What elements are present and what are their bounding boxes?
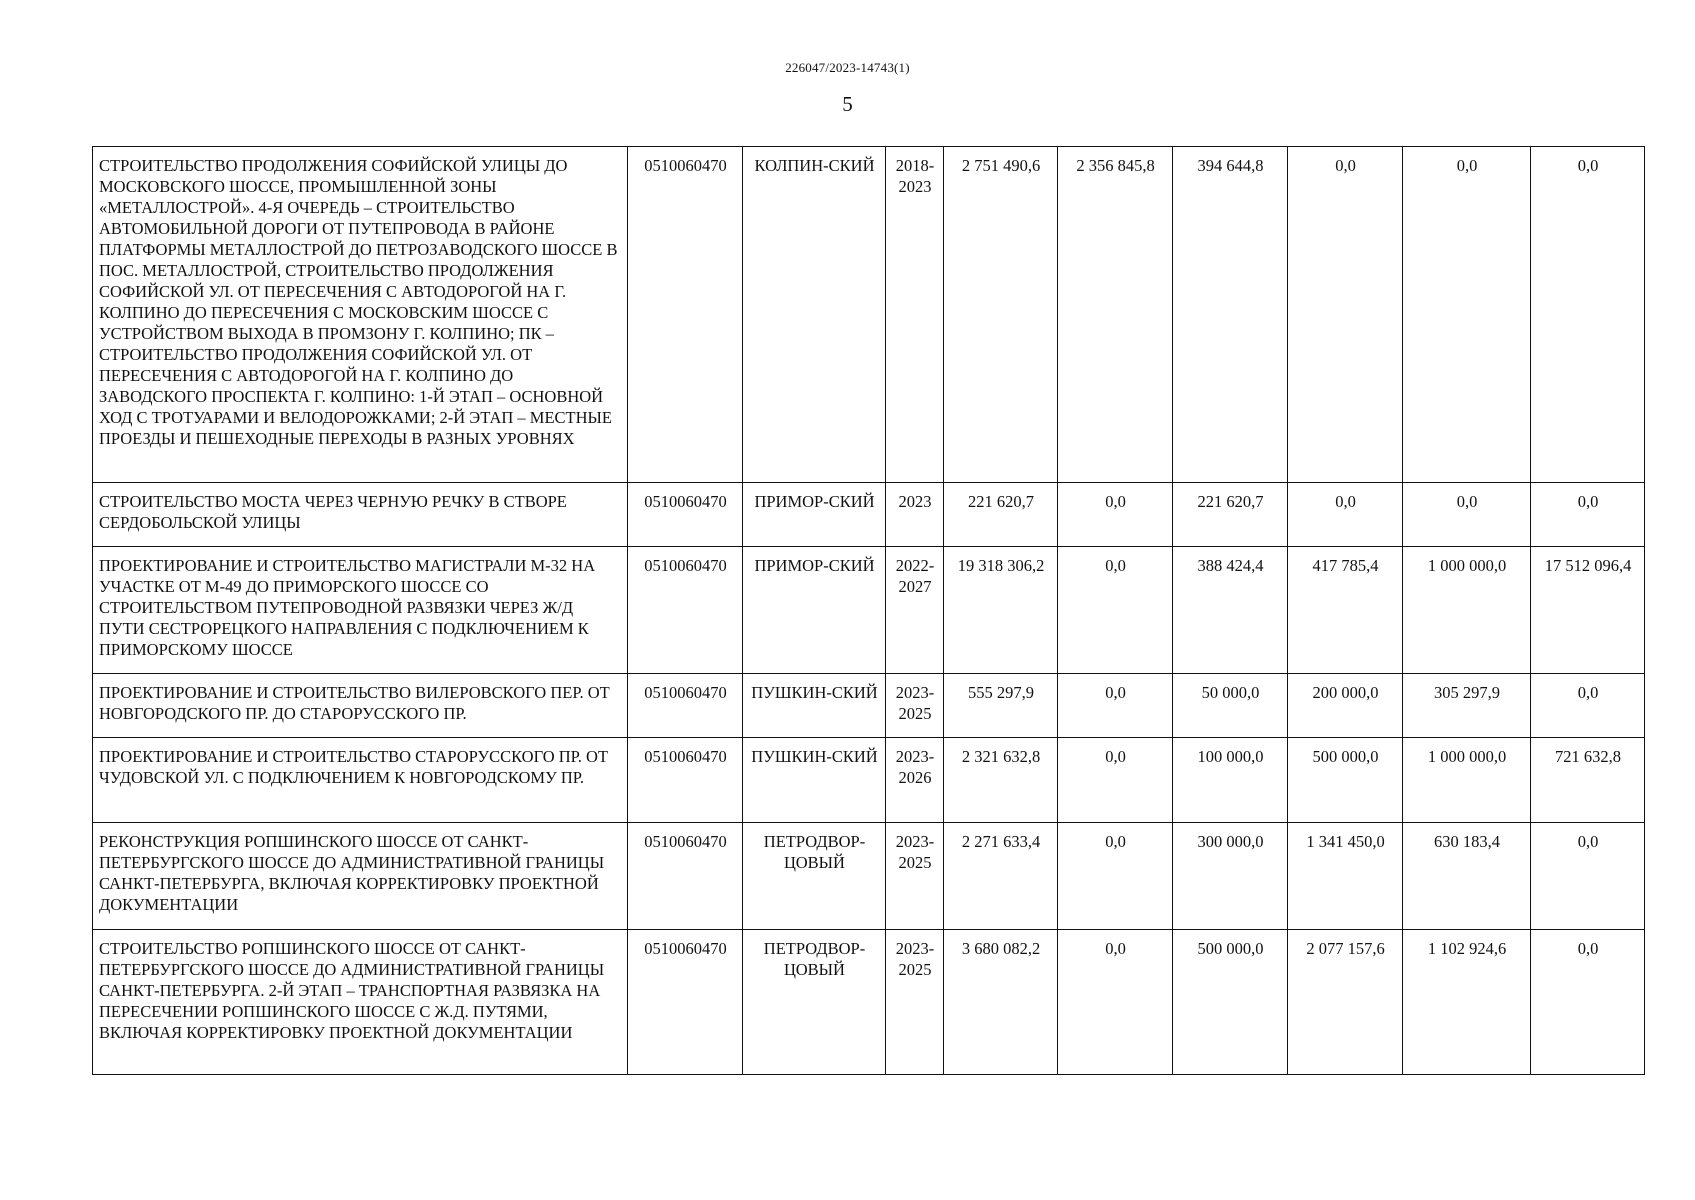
table-row	[93, 930, 1645, 1075]
budget-code-cell: 0510060470	[628, 930, 743, 1075]
amount-cell: 1 000 000,0	[1403, 547, 1531, 674]
amount-cell: 0,0	[1288, 147, 1403, 483]
amount-cell: 0,0	[1058, 674, 1173, 738]
amount-cell: 0,0	[1058, 738, 1173, 823]
period-cell: 2022-2027	[886, 547, 944, 674]
object-name-cell: ПРОЕКТИРОВАНИЕ И СТРОИТЕЛЬСТВО ВИЛЕРОВСКОГО ПЕР. ОТ НОВГОРОДСКОГО ПР. ДО СТАРОРУССКОГО ПР.	[93, 674, 628, 738]
amount-cell: 100 000,0	[1173, 738, 1288, 823]
district-cell: КОЛПИН-СКИЙ	[743, 147, 886, 483]
object-name-cell: ПРОЕКТИРОВАНИЕ И СТРОИТЕЛЬСТВО МАГИСТРАЛИ М-32 НА УЧАСТКЕ ОТ М-49 ДО ПРИМОРСКОГО ШОССЕ СО СТРОИТЕЛЬСТВОМ ПУТЕПРОВОДНОЙ РАЗВЯЗКИ ЧЕРЕЗ Ж/Д ПУТИ СЕСТРОРЕЦКОГО НАПРАВЛЕНИЯ С ПОДКЛЮЧЕНИЕМ К ПРИМОРСКОМУ ШОССЕ	[93, 547, 628, 674]
amount-cell: 721 632,8	[1531, 738, 1645, 823]
amount-cell: 305 297,9	[1403, 674, 1531, 738]
amount-cell: 0,0	[1531, 147, 1645, 483]
total-cell: 19 318 306,2	[944, 547, 1058, 674]
amount-cell: 0,0	[1058, 823, 1173, 930]
budget-code-cell: 0510060470	[628, 738, 743, 823]
amount-cell: 0,0	[1531, 674, 1645, 738]
amount-cell: 300 000,0	[1173, 823, 1288, 930]
amount-cell: 417 785,4	[1288, 547, 1403, 674]
table-row	[93, 147, 1645, 483]
object-name-cell: СТРОИТЕЛЬСТВО МОСТА ЧЕРЕЗ ЧЕРНУЮ РЕЧКУ В СТВОРЕ СЕРДОБОЛЬСКОЙ УЛИЦЫ	[93, 483, 628, 547]
total-cell: 221 620,7	[944, 483, 1058, 547]
total-cell: 555 297,9	[944, 674, 1058, 738]
amount-cell: 2 077 157,6	[1288, 930, 1403, 1075]
amount-cell: 630 183,4	[1403, 823, 1531, 930]
amount-cell: 0,0	[1058, 930, 1173, 1075]
amount-cell: 0,0	[1058, 547, 1173, 674]
amount-cell: 17 512 096,4	[1531, 547, 1645, 674]
object-name-cell: СТРОИТЕЛЬСТВО РОПШИНСКОГО ШОССЕ ОТ САНКТ-ПЕТЕРБУРГСКОГО ШОССЕ ДО АДМИНИСТРАТИВНОЙ ГРАНИЦЫ САНКТ-ПЕТЕРБУРГА. 2-Й ЭТАП – ТРАНСПОРТНАЯ РАЗВЯЗКА НА ПЕРЕСЕЧЕНИИ РОПШИНСКОГО ШОССЕ С Ж.Д. ПУТЯМИ, ВКЛЮЧАЯ КОРРЕКТИРОВКУ ПРОЕКТНОЙ ДОКУМЕНТАЦИИ	[93, 930, 628, 1075]
period-cell: 2023-2025	[886, 823, 944, 930]
page-number: 5	[842, 92, 853, 116]
amount-cell: 1 000 000,0	[1403, 738, 1531, 823]
table-row	[93, 547, 1645, 674]
budget-code-cell: 0510060470	[628, 823, 743, 930]
amount-cell: 0,0	[1531, 930, 1645, 1075]
table-row	[93, 738, 1645, 823]
amount-cell: 0,0	[1403, 147, 1531, 483]
amount-cell: 50 000,0	[1173, 674, 1288, 738]
amount-cell: 2 356 845,8	[1058, 147, 1173, 483]
amount-cell: 1 102 924,6	[1403, 930, 1531, 1075]
district-cell: ПРИМОР-СКИЙ	[743, 483, 886, 547]
amount-cell: 200 000,0	[1288, 674, 1403, 738]
amount-cell: 0,0	[1531, 483, 1645, 547]
budget-code-cell: 0510060470	[628, 674, 743, 738]
district-cell: ПЕТРОДВОР-ЦОВЫЙ	[743, 823, 886, 930]
district-cell: ПРИМОР-СКИЙ	[743, 547, 886, 674]
total-cell: 2 271 633,4	[944, 823, 1058, 930]
table-row	[93, 674, 1645, 738]
total-cell: 2 751 490,6	[944, 147, 1058, 483]
amount-cell: 500 000,0	[1173, 930, 1288, 1075]
district-cell: ПЕТРОДВОР-ЦОВЫЙ	[743, 930, 886, 1075]
budget-table	[92, 146, 1645, 1075]
amount-cell: 1 341 450,0	[1288, 823, 1403, 930]
period-cell: 2023	[886, 483, 944, 547]
object-name-cell: СТРОИТЕЛЬСТВО ПРОДОЛЖЕНИЯ СОФИЙСКОЙ УЛИЦЫ ДО МОСКОВСКОГО ШОССЕ, ПРОМЫШЛЕННОЙ ЗОНЫ «МЕТАЛЛОСТРОЙ». 4-Я ОЧЕРЕДЬ – СТРОИТЕЛЬСТВО АВТОМОБИЛЬНОЙ ДОРОГИ ОТ ПУТЕПРОВОДА В РАЙОНЕ ПЛАТФОРМЫ МЕТАЛЛОСТРОЙ ДО ПЕТРОЗАВОДСКОГО ШОССЕ В ПОС. МЕТАЛЛОСТРОЙ, СТРОИТЕЛЬСТВО ПРОДОЛЖЕНИЯ СОФИЙСКОЙ УЛ. ОТ ПЕРЕСЕЧЕНИЯ С АВТОДОРОГОЙ НА Г. КОЛПИНО ДО ПЕРЕСЕЧЕНИЯ С МОСКОВСКИМ ШОССЕ С УСТРОЙСТВОМ ВЫХОДА В ПРОМЗОНУ Г. КОЛПИНО; ПК – СТРОИТЕЛЬСТВО ПРОДОЛЖЕНИЯ СОФИЙСКОЙ УЛ. ОТ ПЕРЕСЕЧЕНИЯ С АВТОДОРОГОЙ НА Г. КОЛПИНО ДО ЗАВОДСКОГО ПРОСПЕКТА Г. КОЛПИНО: 1-Й ЭТАП – ОСНОВНОЙ ХОД С ТРОТУАРАМИ И ВЕЛОДОРОЖКАМИ; 2-Й ЭТАП – МЕСТНЫЕ ПРОЕЗДЫ И ПЕШЕХОДНЫЕ ПЕРЕХОДЫ В РАЗНЫХ УРОВНЯХ	[93, 147, 628, 483]
amount-cell: 388 424,4	[1173, 547, 1288, 674]
period-cell: 2018-2023	[886, 147, 944, 483]
budget-code-cell: 0510060470	[628, 483, 743, 547]
period-cell: 2023-2026	[886, 738, 944, 823]
district-cell: ПУШКИН-СКИЙ	[743, 738, 886, 823]
budget-code-cell: 0510060470	[628, 147, 743, 483]
period-cell: 2023-2025	[886, 930, 944, 1075]
amount-cell: 500 000,0	[1288, 738, 1403, 823]
object-name-cell: РЕКОНСТРУКЦИЯ РОПШИНСКОГО ШОССЕ ОТ САНКТ-ПЕТЕРБУРГСКОГО ШОССЕ ДО АДМИНИСТРАТИВНОЙ ГРАНИЦЫ САНКТ-ПЕТЕРБУРГА, ВКЛЮЧАЯ КОРРЕКТИРОВКУ ПРОЕКТНОЙ ДОКУМЕНТАЦИИ	[93, 823, 628, 930]
document-id: 226047/2023-14743(1)	[785, 60, 910, 75]
table-row	[93, 483, 1645, 547]
amount-cell: 0,0	[1288, 483, 1403, 547]
district-cell: ПУШКИН-СКИЙ	[743, 674, 886, 738]
amount-cell: 0,0	[1531, 823, 1645, 930]
object-name-cell: ПРОЕКТИРОВАНИЕ И СТРОИТЕЛЬСТВО СТАРОРУССКОГО ПР. ОТ ЧУДОВСКОЙ УЛ. С ПОДКЛЮЧЕНИЕМ К НОВГОРОДСКОМУ ПР.	[93, 738, 628, 823]
table-row	[93, 823, 1645, 930]
amount-cell: 0,0	[1403, 483, 1531, 547]
amount-cell: 221 620,7	[1173, 483, 1288, 547]
total-cell: 2 321 632,8	[944, 738, 1058, 823]
amount-cell: 0,0	[1058, 483, 1173, 547]
period-cell: 2023-2025	[886, 674, 944, 738]
budget-code-cell: 0510060470	[628, 547, 743, 674]
amount-cell: 394 644,8	[1173, 147, 1288, 483]
total-cell: 3 680 082,2	[944, 930, 1058, 1075]
